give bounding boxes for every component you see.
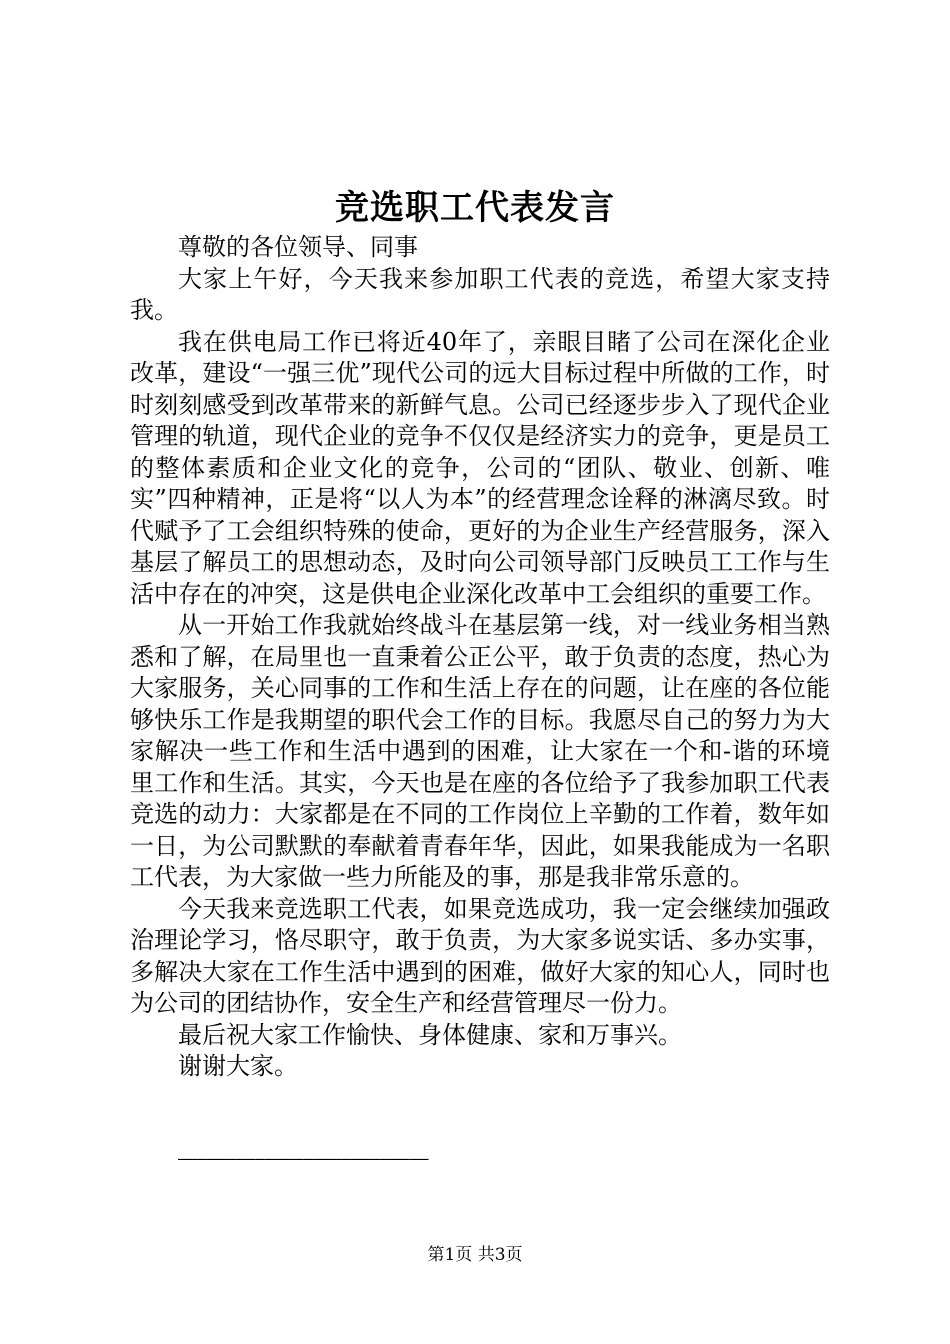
page-number-footer: 第1页 共3页 — [427, 1245, 523, 1265]
salutation-paragraph: 尊敬的各位领导、同事 — [178, 233, 418, 261]
document-body — [130, 232, 830, 1083]
commitment-paragraph: 今天我来竞选职工代表，如果竞选成功，我一定会继续加强政治理论学习，恪尽职守，敢于负责，为大家多说实话、多办实事，多解决大家在工作生活中遇到的困难，做好大家的知心人，同时也为公司的团结协作，安全生产和经营管理尽一份力。 — [130, 894, 830, 1017]
greeting-paragraph: 大家上午好，今天我来参加职工代表的竞选，希望大家支持我。 — [130, 264, 830, 324]
work-experience-paragraph: 我在供电局工作已将近40年了，亲眼目睹了公司在深化企业改革，建设“一强三优”现代公司的远大目标过程中所做的工作，时时刻刻感受到改革带来的新鲜气息。公司已经逐步步入了现代企业管理的轨道，现代企业的竞争不仅仅是经济实力的竞争，更是员工的整体素质和企业文化的竞争，公司的“团队、敬业、创新、唯实”四种精神，正是将“以人为本”的经营理念诠释的淋漓尽致。时代赋予了工会组织特殊的使命，更好的为企业生产经营服务，深入基层了解员工的思想动态，及时向公司领导部门反映员工工作与生活中存在的冲突，这是供电企业深化改革中工会组织的重要工作。 — [130, 327, 830, 608]
separator-line: —————————————————————————— — [178, 1149, 429, 1168]
thanks-paragraph: 谢谢大家。 — [178, 1052, 298, 1080]
frontline-work-paragraph: 从一开始工作我就始终战斗在基层第一线，对一线业务相当熟悉和了解，在局里也一直秉着公正公平，敢于负责的态度，热心为大家服务，关心同事的工作和生活上存在的问题，让在座的各位能够快乐工作是我期望的职代会工作的目标。我愿尽自己的努力为大家解决一些工作和生活中遇到的困难，让大家在一个和-谐的环境里工作和生活。其实，今天也是在座的各位给予了我参加职工代表竞选的动力：大家都是在不同的工作岗位上辛勤的工作着，数年如一日，为公司默默的奉献着青春年华，因此，如果我能成为一名职工代表，为大家做一些力所能及的事，那是我非常乐意的。 — [130, 611, 830, 891]
document-title: 竞选职工代表发言 — [335, 188, 615, 228]
closing-wishes-paragraph: 最后祝大家工作愉快、身体健康、家和万事兴。 — [178, 1020, 682, 1049]
